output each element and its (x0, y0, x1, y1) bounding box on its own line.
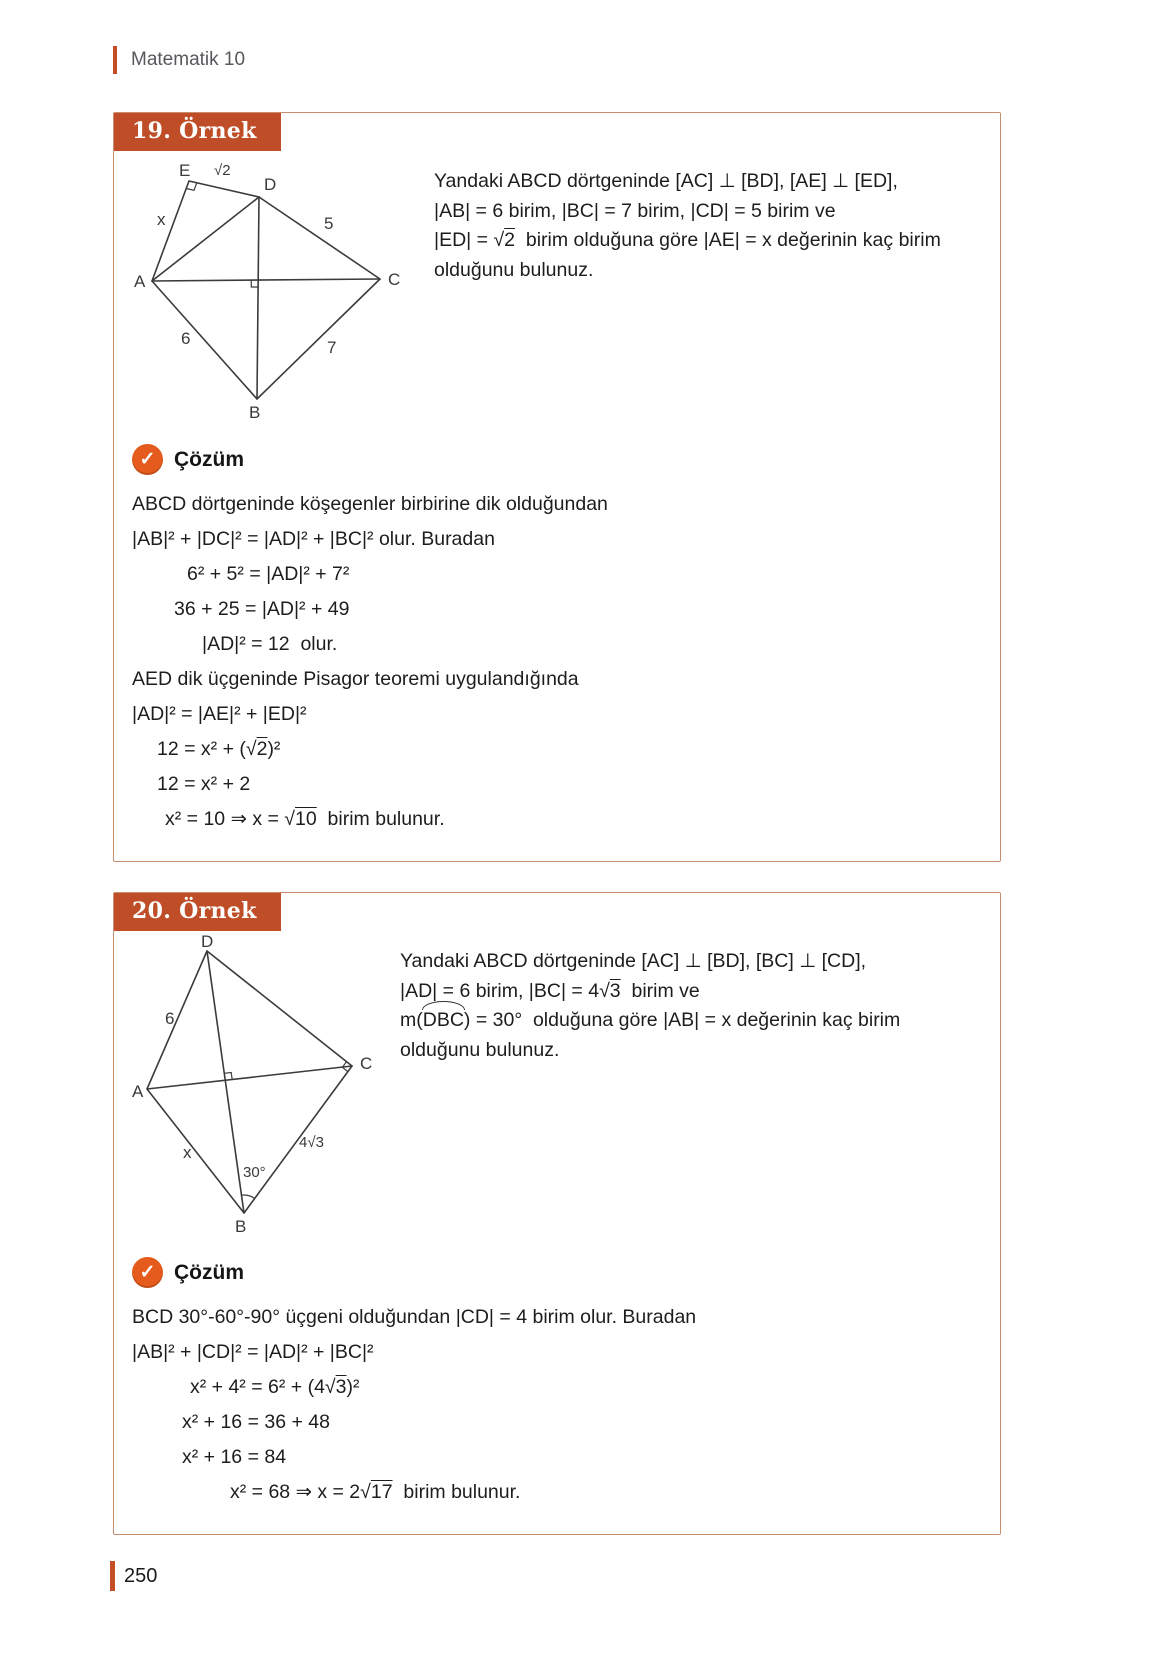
example-19-tab-label: 19. Örnek (132, 118, 257, 144)
solution-line: AED dik üçgeninde Pisagor teoremi uygulandığında (132, 668, 579, 690)
course-title: Matematik 10 (131, 49, 246, 70)
label-angle-dbc: 30° (243, 1164, 266, 1181)
problem-line: Yandaki ABCD dörtgeninde [AC] ⊥ [BD], [BC] ⊥ [CD], (400, 950, 867, 972)
quadrilateral-abcd (152, 197, 380, 399)
label-point-d: D (201, 932, 214, 951)
diagonal-ac (152, 279, 380, 281)
example-20-solution-header (132, 1257, 1000, 1288)
problem-line: |AB| = 6 birim, |BC| = 7 birim, |CD| = 5 birim ve (434, 199, 836, 222)
problem-line: |AD| = 6 birim, |BC| = 4√3 birim ve (400, 979, 700, 1002)
label-length-ad: 6 (165, 1009, 175, 1028)
example-19-solution-header (132, 444, 1000, 475)
solution-line: ABCD dörtgeninde köşegenler birbirine dik olduğundan (132, 493, 608, 515)
example-20-tab (114, 893, 281, 931)
label-length-cb: 7 (327, 338, 337, 357)
label-length-ab: x (183, 1143, 192, 1162)
example-19-solution (132, 487, 1000, 837)
label-length-bc: 4√3 (299, 1134, 324, 1151)
example-20-tab-label: 20. Örnek (132, 898, 257, 924)
label-point-a: A (132, 1082, 144, 1101)
example-19-content (114, 159, 1000, 424)
label-point-c: C (360, 1054, 373, 1073)
label-point-a: A (134, 272, 146, 291)
label-point-b: B (249, 403, 261, 422)
solution-line: 12 = x² + 2 (157, 773, 251, 795)
label-length-dc: 5 (324, 214, 334, 233)
example-20-content (114, 932, 1000, 1237)
problem-line (400, 1006, 900, 1036)
angle-prefix: m( (400, 1009, 423, 1031)
label-point-c: C (388, 270, 401, 289)
problem-line: olduğunu bulunuz. (434, 258, 594, 281)
check-icon: ✓ (132, 444, 163, 475)
solution-title: Çözüm (174, 447, 244, 471)
check-icon: ✓ (132, 1257, 163, 1288)
solution-line: 12 = x² + (√2)² (157, 738, 281, 760)
label-point-b: B (235, 1217, 247, 1236)
diagonal-ac (147, 1066, 352, 1089)
page-header (113, 46, 1151, 74)
solution-line: x² = 68 ⇒ x = 2√17 birim bulunur. (230, 1481, 521, 1503)
label-length-ae: x (157, 210, 166, 229)
figure-19-labels (134, 161, 400, 422)
figure-19-edges (152, 181, 380, 399)
solution-line: x² + 16 = 84 (182, 1446, 287, 1468)
example-19-figure (132, 159, 412, 424)
page-footer (110, 1561, 1151, 1591)
solution-title: Çözüm (174, 1260, 244, 1284)
problem-line: olduğunu bulunuz. (400, 1038, 560, 1061)
right-angle-mark-intersection (251, 280, 258, 287)
solution-line: 36 + 25 = |AD|² + 49 (174, 598, 350, 620)
angle-suffix: ) = 30° olduğuna göre |AB| = x değerinin kaç birim (463, 1009, 901, 1031)
solution-line: x² = 10 ⇒ x = √10 birim bulunur. (165, 808, 445, 830)
label-point-d: D (264, 175, 277, 194)
example-20-solution (132, 1300, 1000, 1510)
solution-line: x² + 16 = 36 + 48 (182, 1411, 330, 1433)
label-length-ab: 6 (181, 329, 191, 348)
example-20-figure (132, 932, 382, 1237)
solution-line: 6² + 5² = |AD|² + 7² (187, 563, 350, 585)
angle-arc-30deg (242, 1195, 255, 1198)
figure-20-labels (132, 932, 372, 1236)
segment-ae-ed (152, 181, 259, 281)
solution-line: |AD|² = 12 olur. (202, 633, 338, 655)
solution-line: |AB|² + |CD|² = |AD|² + |BC|² (132, 1341, 374, 1363)
example-19-problem (434, 159, 941, 424)
example-20-problem (400, 939, 900, 1237)
label-point-e: E (179, 161, 191, 180)
solution-line: x² + 4² = 6² + (4√3)² (190, 1376, 360, 1398)
problem-line: |ED| = √2 birim olduğuna göre |AE| = x değerinin kaç birim (434, 229, 941, 251)
example-19-tab (114, 113, 281, 151)
example-20-box (113, 892, 1001, 1535)
problem-line: Yandaki ABCD dörtgeninde [AC] ⊥ [BD], [AE] ⊥ [ED], (434, 170, 898, 192)
diagonal-bd (257, 197, 259, 399)
solution-line: |AD|² = |AE|² + |ED|² (132, 703, 307, 725)
label-length-ed: √2 (214, 162, 231, 179)
solution-line: BCD 30°-60°-90° üçgeni olduğundan |CD| = 4 birim olur. Buradan (132, 1306, 697, 1328)
angle-arc-text: DBC (423, 1006, 464, 1036)
solution-line: |AB|² + |DC|² = |AD|² + |BC|² olur. Buradan (132, 528, 495, 550)
page-number: 250 (124, 1564, 158, 1587)
example-19-box (113, 112, 1001, 862)
